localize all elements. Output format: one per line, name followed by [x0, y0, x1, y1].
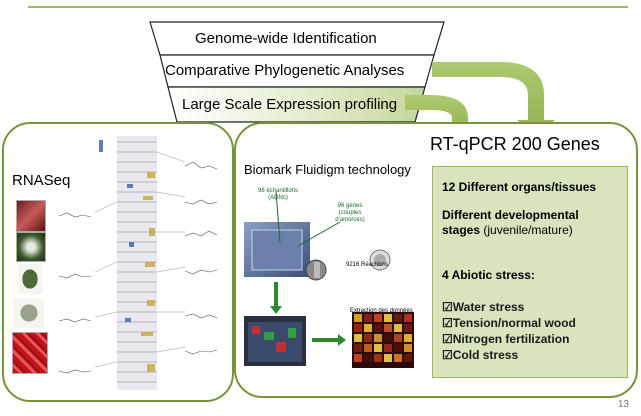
plant-image-leaf — [18, 264, 42, 294]
annotation-reactions: 9216 Réactions — [346, 262, 388, 268]
abiotic-title: 4 Abiotic stress: — [442, 268, 535, 282]
stress-item-nitrogen: ☑Nitrogen fertilization — [442, 332, 570, 346]
page-number: 13 — [617, 399, 629, 410]
plant-image-flower — [16, 232, 46, 262]
funnel-level1-label: Genome-wide Identification — [195, 30, 377, 47]
dev-stages-line2 — [442, 223, 573, 237]
stress-item-water: ☑Water stress — [442, 300, 525, 314]
dev-stages-text: Different developmental — [442, 208, 579, 222]
annotation-extraction: Extraction des données — [350, 308, 413, 314]
funnel-level3-label: Large Scale Expression profiling — [182, 96, 398, 113]
stress-item-cold: ☑Cold stress — [442, 348, 519, 362]
rnaseq-title: RNASeq — [12, 172, 71, 189]
rtqpcr-header: RT-qPCR 200 Genes — [430, 134, 600, 154]
stress-item-tension: ☑Tension/normal wood — [442, 316, 576, 330]
dev-stages-label: stages — [442, 223, 481, 237]
annotation-samples: 96 échantillons (ADNc) — [257, 188, 299, 201]
rnaseq-heatmap-tree — [55, 132, 230, 394]
biomark-title: Biomark Fluidigm technology — [244, 162, 411, 177]
plant-image-wood — [12, 332, 48, 374]
organs-text: 12 Different organs/tissues — [442, 180, 597, 194]
dev-stages-detail: (juvenile/mature) — [480, 223, 573, 237]
funnel-level2-label: Comparative Phylogenetic Analyses — [165, 62, 405, 79]
plant-image-bark — [16, 200, 46, 232]
plant-image-stem — [14, 298, 44, 328]
annotation-genes: 96 gènes (couples d'amorces) — [335, 203, 365, 223]
